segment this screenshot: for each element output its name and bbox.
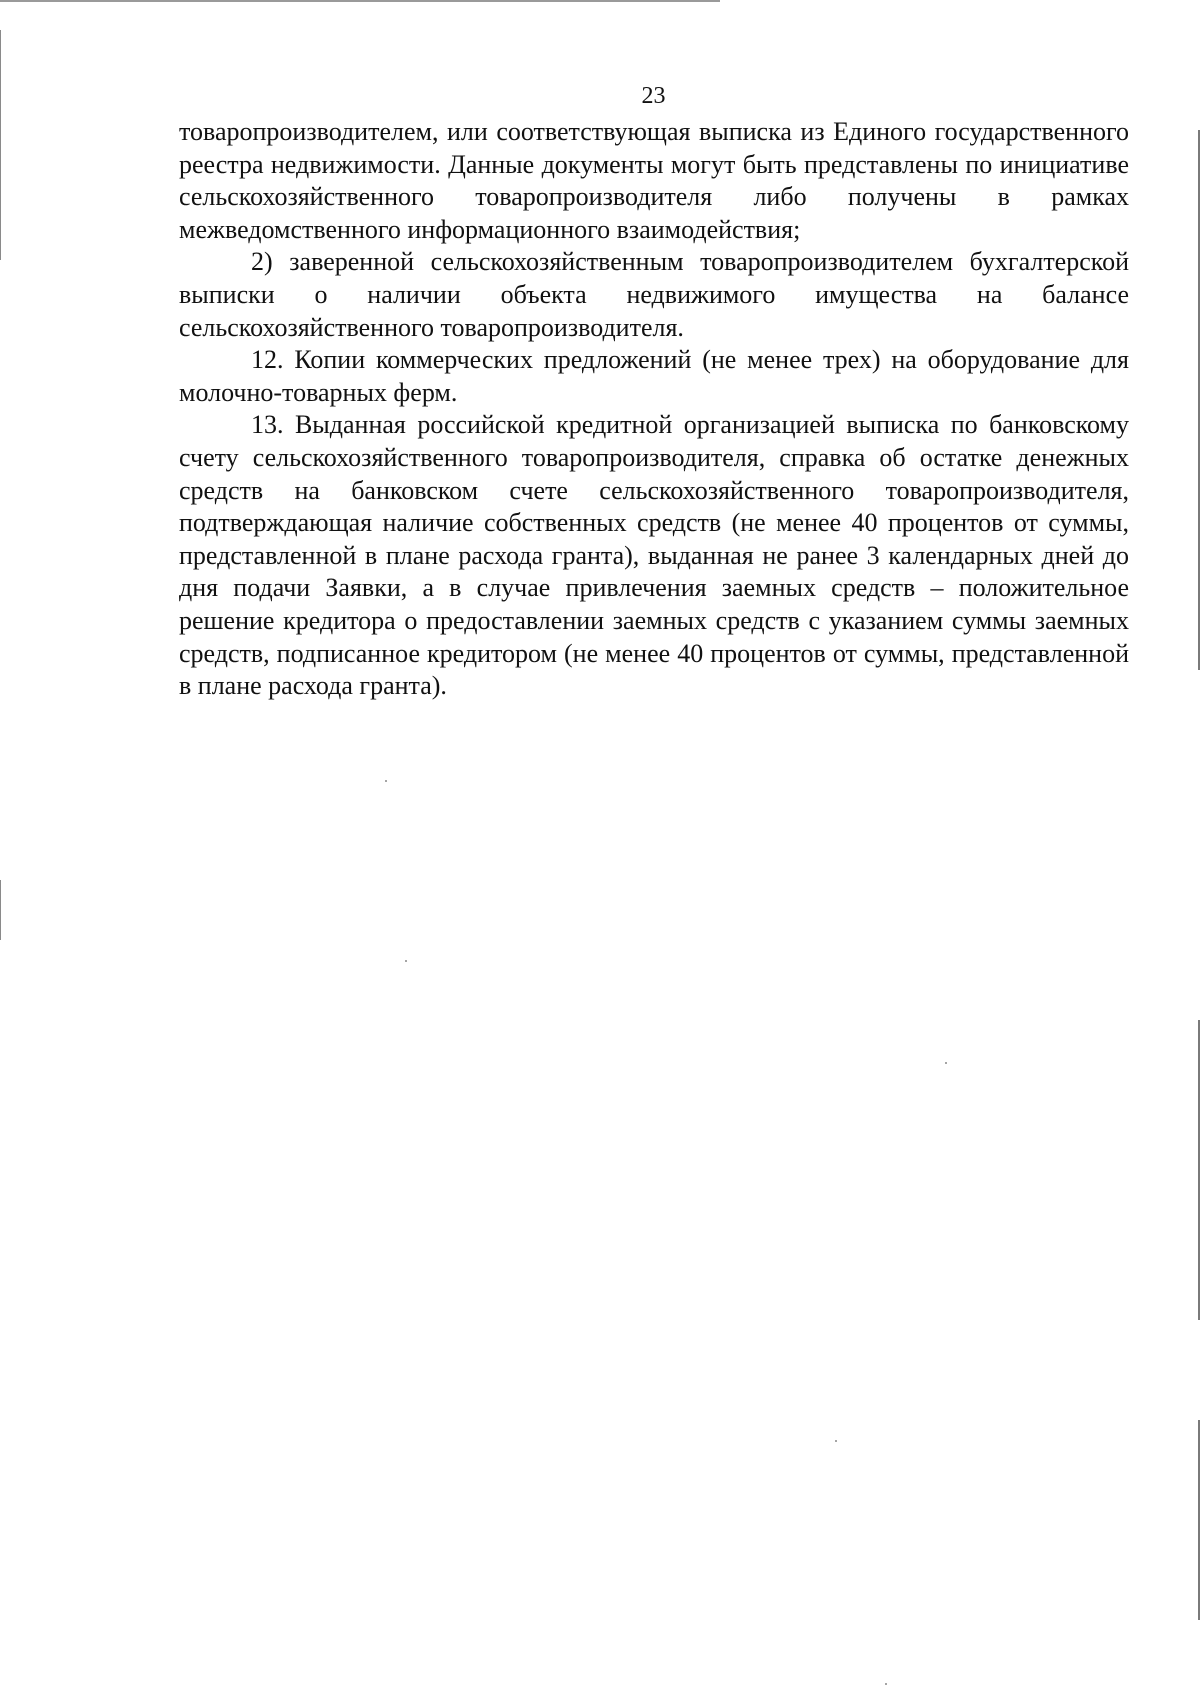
page-number: 23 — [641, 83, 666, 109]
document-body — [179, 116, 1129, 703]
paragraph-item-12: 12. Копии коммерческих предложений (не менее трех) на оборудование для молочно-товарных ферм. — [179, 345, 1129, 407]
scan-left-edge — [0, 30, 1, 260]
scan-speck — [945, 1062, 947, 1064]
scan-speck — [885, 1683, 887, 1685]
paragraph-item-2: 2) заверенной сельскохозяйственным товаропроизводителем бухгалтерской выписки о наличии объекта недвижимого имущества на балансе сельскохозяйственного товаропроизводителя. — [179, 247, 1129, 342]
scan-speck — [835, 1440, 837, 1442]
scan-left-edge — [0, 880, 1, 940]
scan-top-edge — [0, 0, 720, 2]
paragraph-item-13: 13. Выданная российской кредитной организацией выписка по банковскому счету сельскохозяйственного товаропроизводителя, справка об остатке денежных средств на банковском счете сельскохозяйственного товаропроизводителя, подтверждающая наличие собственных средств (не менее 40 процентов от суммы, представленной в плане расхода гранта), выданная не ранее 3 календарных дней до дня подачи Заявки, а в случае привлечения заемных средств – положительное решение кредитора о предоставлении заемных средств с указанием суммы заемных средств, подписанное кредитором (не менее 40 процентов от суммы, представленной в плане расхода гранта). — [179, 410, 1129, 701]
paragraph-continuation: товаропроизводителем, или соответствующая выписка из Единого государственного реестра недвижимости. Данные документы могут быть представлены по инициативе сельскохозяйственного товаропроизводителя либо получены в рамках межведомственного информационного взаимодействия; — [179, 117, 1129, 244]
scan-speck — [405, 960, 407, 962]
scan-speck — [385, 780, 387, 782]
